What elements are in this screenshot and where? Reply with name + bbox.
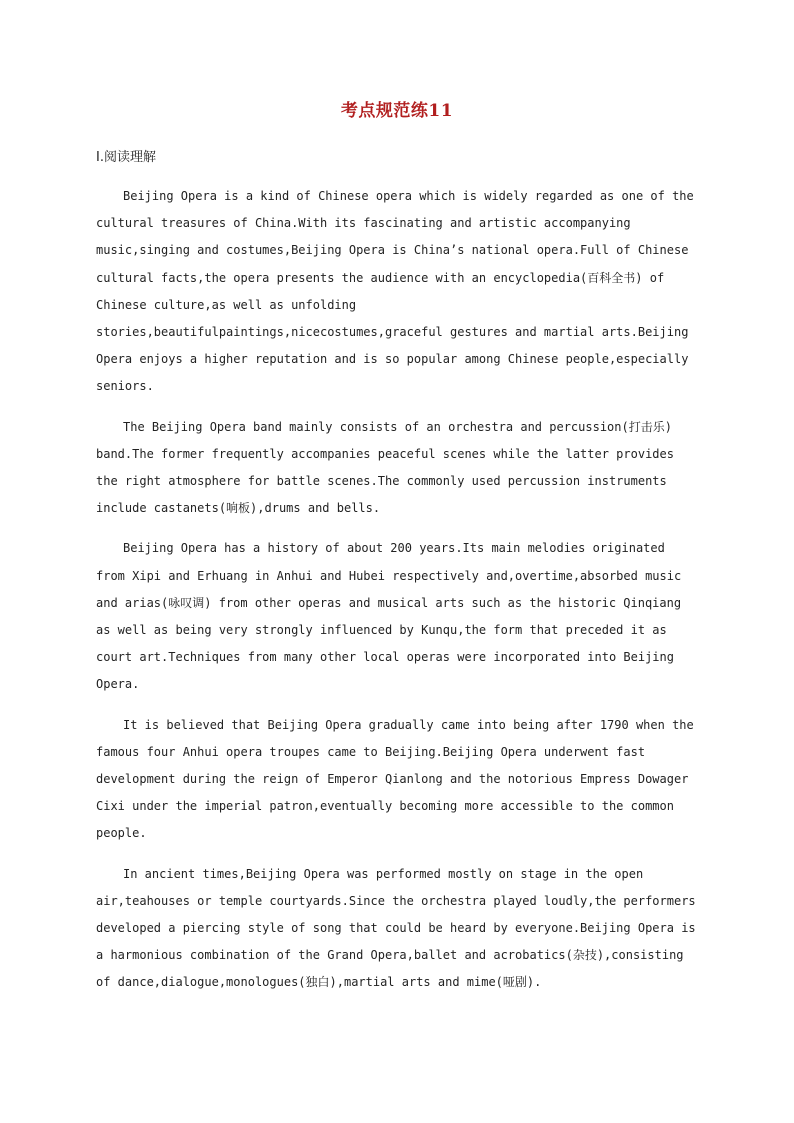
paragraph-4: It is believed that Beijing Opera gradually came into being after 1790 when the famous four Anhui opera troupes came to Beijing.Beijing Opera underwent fast development during the reign of Emperor Qianlong and the notorious Empress Dowager Cixi under the imperial patron,eventually becoming more accessible to the common people. [96, 717, 694, 841]
paragraph-3: Beijing Opera has a history of about 200 years.Its main melodies originated from Xipi and Erhuang in Anhui and Hubei respectively and,overtime,absorbed music and arias(咏叹调) from other operas and musical arts such as the historic Qinqiang as well as being very strongly influenced by Kunqu,the form that preceded it as court art.Techniques from many other local operas were incorporated into Beijing Opera. [96, 541, 682, 692]
paragraph-2: The Beijing Opera band mainly consists of an orchestra and percussion(打击乐) band.The former frequently accompanies peaceful scenes while the latter provides the right atmosphere for battle scenes.The commonly used percussion instruments include castanets(响板),drums and bells. [96, 419, 674, 516]
paragraph-1: Beijing Opera is a kind of Chinese opera which is widely regarded as one of the cultural treasures of China.With its fascinating and artistic accompanying music,singing and costumes,Beijing Opera is China’s national opera.Full of Chinese cultural facts,the opera presents the audience with an encyclopedia(百科全书) of Chinese culture,as well as unfolding stories,beautifulpaintings,nicecostumes,graceful gestures and martial arts.Beijing Opera enjoys a higher reputation and is so popular among Chinese people,especially seniors. [96, 189, 694, 394]
section-heading: Ⅰ.阅读理解 [96, 150, 156, 165]
page-title: 考点规范练11 [340, 101, 454, 121]
reading-passage [96, 183, 696, 1010]
paragraph-5: In ancient times,Beijing Opera was performed mostly on stage in the open air,teahouses or temple courtyards.Since the orchestra played loudly,the performers developed a piercing style of song that could be heard by everyone.Beijing Opera is a harmonious combination of the Grand Opera,ballet and acrobatics(杂技),consisting of dance,dialogue,monologues(独白),martial arts and mime(哑剧). [96, 866, 696, 990]
